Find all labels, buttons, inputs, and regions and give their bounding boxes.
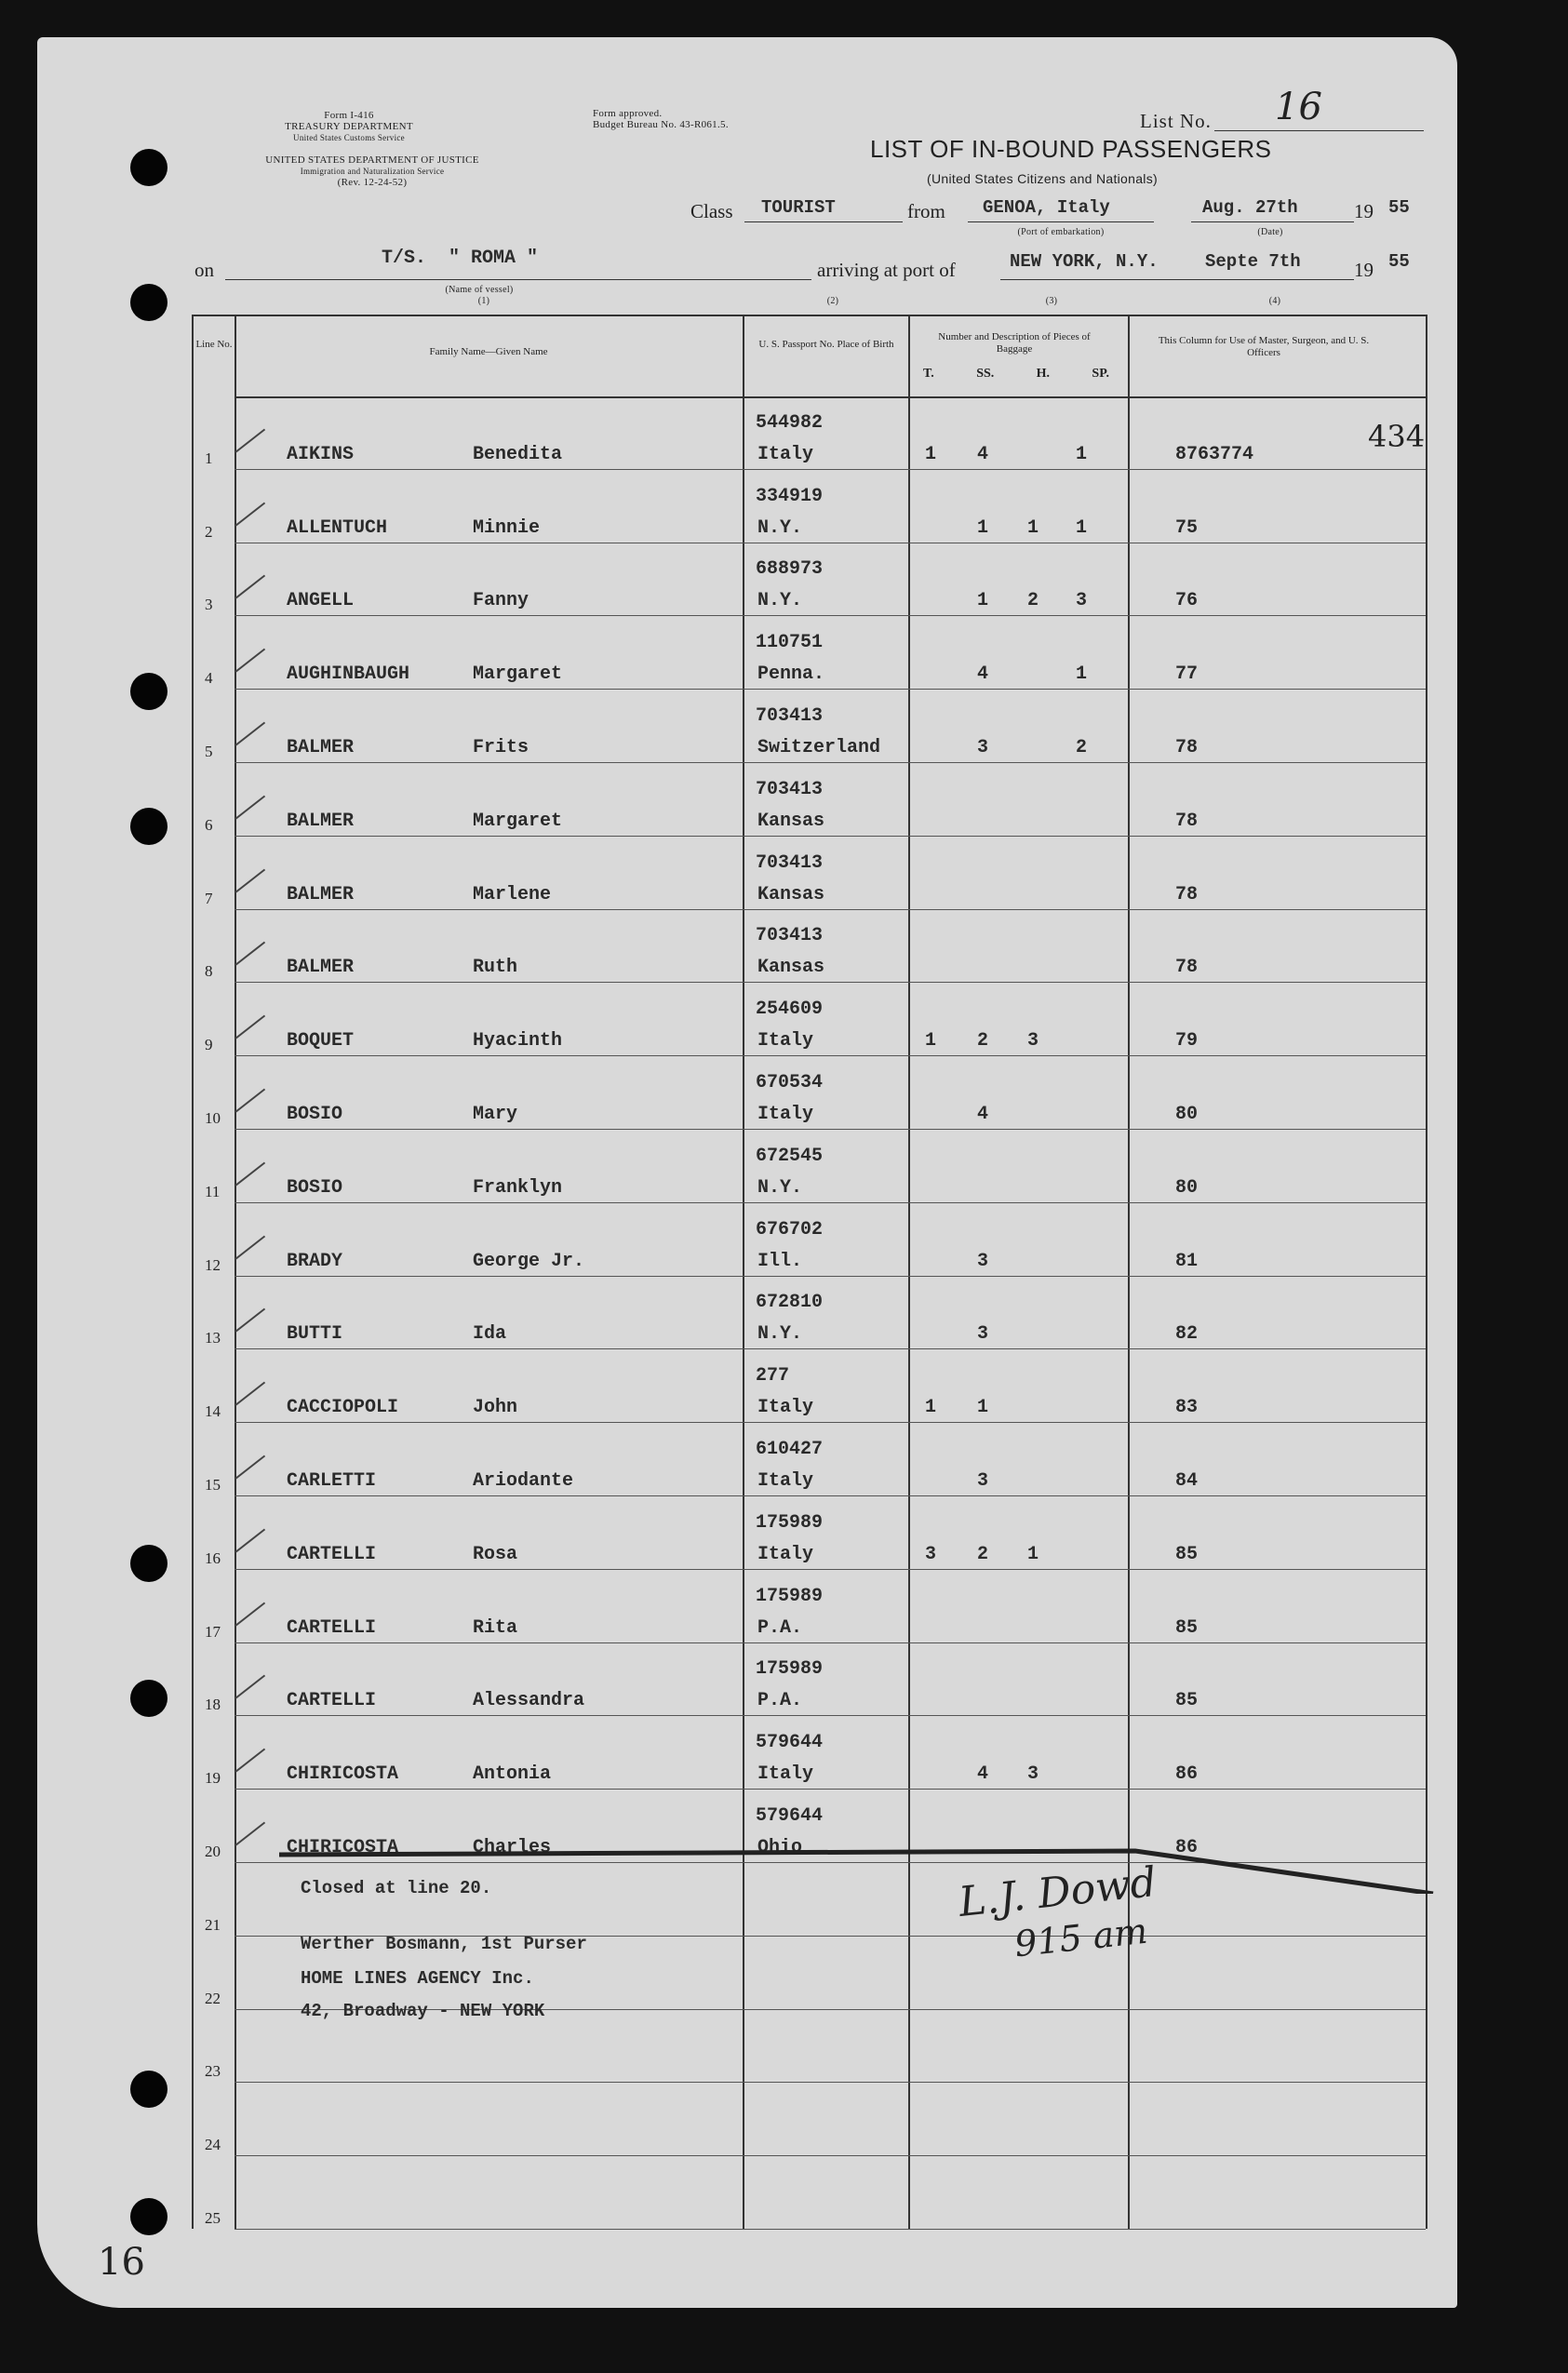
cell-h: 2: [1027, 590, 1039, 612]
closed-note: Closed at line 20.: [301, 1878, 492, 1898]
line-number: 25: [205, 2209, 221, 2227]
cell-h: 1: [1027, 1543, 1039, 1565]
closing-rule: [279, 1838, 1442, 1894]
row-rule: [235, 1422, 1426, 1423]
page-subtitle: (United States Citizens and Nationals): [927, 171, 1158, 186]
passport-number: 703413: [756, 851, 824, 874]
cell-family: AUGHINBAUGH: [287, 664, 410, 686]
col-officers: This Column for Use of Master, Surgeon, and U. S. Officers: [1158, 335, 1370, 358]
row-rule: [235, 469, 1426, 470]
row-rule: [235, 762, 1426, 763]
cell-family: BRADY: [287, 1250, 343, 1272]
cell-birth: N.Y.: [757, 516, 803, 539]
baggage-subheads: T. SS. H. SP.: [923, 367, 1109, 381]
passport-number: 110751: [756, 632, 824, 654]
embarkation-caption: (Port of embarkation): [1017, 227, 1105, 237]
cell-family: BOSIO: [287, 1176, 343, 1199]
cell-ss: 4: [977, 1763, 989, 1786]
cell-officer: 84: [1175, 1470, 1199, 1492]
cell-officer: 76: [1175, 590, 1199, 612]
cell-sp: 2: [1076, 737, 1088, 758]
cell-officer: 85: [1175, 1616, 1199, 1639]
line-number: 4: [205, 669, 213, 688]
passport-number: 175989: [756, 1658, 824, 1681]
col-baggage: Number and Description of Pieces of Baggage: [938, 331, 1091, 355]
cell-birth: N.Y.: [757, 590, 803, 612]
passport-number: 703413: [756, 925, 824, 947]
cell-birth: Italy: [757, 1763, 814, 1786]
passport-number: 277: [756, 1365, 790, 1388]
check-mark: [235, 1749, 265, 1773]
check-mark: [235, 1235, 265, 1259]
cell-officer: 77: [1175, 664, 1199, 686]
line-number: 20: [205, 1843, 221, 1860]
punch-hole: [130, 1545, 168, 1582]
purser-name: Werther Bosmann, 1st Purser: [301, 1934, 587, 1954]
cell-t: 1: [925, 1397, 937, 1419]
punch-hole: [130, 2198, 168, 2235]
row-rule: [235, 909, 1426, 910]
line-number: 17: [205, 1622, 221, 1641]
cell-officer: 78: [1175, 957, 1199, 979]
row-rule: [235, 1276, 1426, 1277]
cell-family: AIKINS: [287, 443, 355, 465]
line-number: 21: [205, 1915, 221, 1934]
check-mark: [235, 1382, 265, 1406]
cell-family: BALMER: [287, 957, 355, 979]
row-rule: [235, 1055, 1426, 1056]
cell-birth: Kansas: [757, 810, 825, 832]
check-mark: [235, 1308, 265, 1333]
year-prefix: 19: [1354, 259, 1374, 281]
cell-birth: Italy: [757, 1543, 814, 1565]
check-mark: [235, 795, 265, 819]
passport-number: 672545: [756, 1145, 824, 1167]
check-mark: [235, 1455, 265, 1480]
row-rule: [235, 982, 1426, 983]
cell-officer: 79: [1175, 1030, 1199, 1052]
cell-ss: 3: [977, 737, 989, 758]
cell-given: Ariodante: [473, 1470, 574, 1492]
cell-birth: Ill.: [757, 1250, 803, 1272]
cell-sp: 1: [1076, 443, 1088, 465]
cell-given: Rita: [473, 1616, 518, 1639]
cell-family: BALMER: [287, 883, 355, 905]
cell-given: Hyacinth: [473, 1030, 563, 1052]
arrival-year: 55: [1388, 251, 1410, 272]
cell-officer: 78: [1175, 883, 1199, 905]
cell-officer: 85: [1175, 1690, 1199, 1712]
line-number: 1: [205, 449, 213, 467]
cell-birth: Italy: [757, 1104, 814, 1125]
cell-family: CARLETTI: [287, 1470, 377, 1492]
cell-officer: 83: [1175, 1397, 1199, 1419]
line-number: 7: [205, 889, 213, 907]
cell-ss: 1: [977, 1397, 989, 1419]
cell-given: Marlene: [473, 883, 552, 905]
passport-number: 676702: [756, 1218, 824, 1240]
on-label: on: [194, 259, 214, 281]
line-number: 3: [205, 596, 213, 614]
cell-given: Alessandra: [473, 1690, 585, 1712]
row-rule: [235, 1348, 1426, 1349]
customs-service: United States Customs Service: [293, 133, 405, 142]
budget-bureau: Budget Bureau No. 43-R061.5.: [593, 119, 729, 130]
row-rule: [235, 2082, 1426, 2083]
cell-sp: 3: [1076, 590, 1088, 612]
cell-officer: 8763774: [1175, 443, 1254, 465]
arriving-label: arriving at port of: [817, 259, 956, 281]
row-rule: [235, 2229, 1426, 2230]
passport-number: 688973: [756, 558, 824, 581]
cell-ss: 3: [977, 1323, 989, 1346]
line-number: 13: [205, 1329, 221, 1347]
cell-family: CARTELLI: [287, 1616, 377, 1639]
check-mark: [235, 1089, 265, 1113]
cell-family: BALMER: [287, 737, 355, 758]
line-number: 19: [205, 1769, 221, 1788]
vessel-name: T/S. " ROMA ": [382, 248, 539, 269]
form-approved: Form approved.: [593, 108, 663, 119]
form-number: Form I-416: [324, 110, 374, 121]
cell-ss: 1: [977, 516, 989, 539]
embarkation-year: 55: [1388, 197, 1410, 218]
cell-officer: 80: [1175, 1176, 1199, 1199]
passport-number: 703413: [756, 778, 824, 800]
cell-given: John: [473, 1397, 518, 1419]
cell-officer: 86: [1175, 1837, 1199, 1858]
passport-number: 703413: [756, 705, 824, 727]
cell-ss: 1: [977, 590, 989, 612]
passport-number: 175989: [756, 1511, 824, 1534]
passport-number: 579644: [756, 1805, 824, 1827]
cell-family: CACCIOPOLI: [287, 1397, 399, 1419]
cell-ss: 4: [977, 664, 989, 686]
check-mark: [235, 722, 265, 746]
passport-number: 670534: [756, 1072, 824, 1093]
cell-sp: 1: [1076, 664, 1088, 686]
check-mark: [235, 649, 265, 673]
cell-family: CHIRICOSTA: [287, 1837, 399, 1858]
officer-signature: L.J. Dowd: [956, 1858, 1159, 1926]
punch-hole: [130, 149, 168, 186]
check-mark: [235, 868, 265, 892]
cell-ss: 2: [977, 1543, 989, 1565]
row-rule: [235, 1569, 1426, 1570]
line-number: 8: [205, 962, 213, 981]
cell-family: BOQUET: [287, 1030, 355, 1052]
check-mark: [235, 1015, 265, 1039]
from-label: from: [907, 200, 945, 222]
cell-given: Benedita: [473, 443, 563, 465]
cell-officer: 85: [1175, 1543, 1199, 1565]
cell-family: BUTTI: [287, 1323, 343, 1346]
line-number: 2: [205, 522, 213, 541]
row-rule: [235, 1495, 1426, 1496]
cell-given: Rosa: [473, 1543, 518, 1565]
class-value: TOURIST: [761, 197, 836, 218]
passport-number: 672810: [756, 1292, 824, 1314]
cell-birth: N.Y.: [757, 1323, 803, 1346]
signature-time: 915 am: [1012, 1910, 1150, 1965]
cell-h: 1: [1027, 516, 1039, 539]
cell-sp: 1: [1076, 516, 1088, 539]
line-number: 22: [205, 1989, 221, 2007]
cell-officer: 78: [1175, 810, 1199, 832]
cell-given: Mary: [473, 1104, 518, 1125]
col-line-no: Line No.: [195, 339, 233, 350]
cell-given: Ida: [473, 1323, 507, 1346]
passport-number: 544982: [756, 411, 824, 434]
cell-given: Frits: [473, 737, 529, 758]
cell-t: 1: [925, 1030, 937, 1052]
cell-birth: Italy: [757, 1030, 814, 1052]
check-mark: [235, 502, 265, 526]
punch-hole: [130, 673, 168, 710]
cell-given: Margaret: [473, 664, 563, 686]
agency-address: 42, Broadway - NEW YORK: [301, 2001, 545, 2021]
punch-hole: [130, 808, 168, 845]
date-caption: (Date): [1257, 227, 1283, 237]
cell-birth: Italy: [757, 1397, 814, 1419]
year-prefix: 19: [1354, 200, 1374, 222]
cell-h: 3: [1027, 1763, 1039, 1786]
cell-ss: 4: [977, 443, 989, 465]
row-rule: [235, 2155, 1426, 2156]
punch-hole: [130, 284, 168, 321]
cell-birth: P.A.: [757, 1616, 803, 1639]
punch-hole: [130, 1680, 168, 1717]
passport-number: 579644: [756, 1732, 824, 1754]
col-name: Family Name—Given Name: [429, 346, 548, 357]
passport-number: 334919: [756, 485, 824, 507]
passport-number: 175989: [756, 1585, 824, 1607]
cell-officer: 86: [1175, 1763, 1199, 1786]
col-passport: U. S. Passport No. Place of Birth: [758, 339, 894, 350]
cell-t: 1: [925, 443, 937, 465]
embarkation-date: Aug. 27th: [1202, 197, 1298, 218]
cell-given: Fanny: [473, 590, 529, 612]
cell-given: Charles: [473, 1837, 552, 1858]
cell-given: Minnie: [473, 516, 541, 539]
cell-h: 3: [1027, 1030, 1039, 1052]
cell-family: ALLENTUCH: [287, 516, 388, 539]
cell-given: Ruth: [473, 957, 518, 979]
cell-ss: 3: [977, 1470, 989, 1492]
cell-family: CARTELLI: [287, 1543, 377, 1565]
vessel-caption: (Name of vessel): [445, 285, 514, 295]
check-mark: [235, 1602, 265, 1626]
cell-birth: P.A.: [757, 1690, 803, 1712]
check-mark: [235, 428, 265, 452]
line-number: 16: [205, 1548, 221, 1567]
row-rule: [235, 1202, 1426, 1203]
cell-birth: Italy: [757, 1470, 814, 1492]
cell-officer: 78: [1175, 737, 1199, 758]
line-number: 11: [205, 1182, 221, 1200]
cell-family: ANGELL: [287, 590, 355, 612]
arrival-port: NEW YORK, N.Y.: [1010, 251, 1159, 272]
line-number: 18: [205, 1696, 221, 1714]
agency-name: HOME LINES AGENCY Inc.: [301, 1968, 534, 1989]
immigration-service: Immigration and Naturalization Service: [300, 167, 445, 176]
passport-number: 254609: [756, 999, 824, 1021]
row-rule: [235, 615, 1426, 616]
row-rule: [235, 1129, 1426, 1130]
line-number: 10: [205, 1109, 221, 1127]
cell-birth: Penna.: [757, 664, 825, 686]
cell-birth: Italy: [757, 443, 814, 465]
line-number: 23: [205, 2062, 221, 2081]
line-number: 14: [205, 1402, 221, 1421]
check-mark: [235, 1161, 265, 1186]
page-title: LIST OF IN-BOUND PASSENGERS: [870, 135, 1272, 163]
cell-ss: 3: [977, 1250, 989, 1272]
line-number: 15: [205, 1476, 221, 1494]
line-number: 5: [205, 743, 213, 760]
check-mark: [235, 1528, 265, 1552]
cell-officer: 82: [1175, 1323, 1199, 1346]
cell-given: Franklyn: [473, 1176, 563, 1199]
embarkation-port: GENOA, Italy: [983, 197, 1110, 218]
cell-family: BOSIO: [287, 1104, 343, 1125]
check-mark: [235, 942, 265, 966]
cell-birth: Kansas: [757, 883, 825, 905]
line-number: 24: [205, 2136, 221, 2154]
check-mark: [235, 1675, 265, 1699]
cell-given: Antonia: [473, 1763, 552, 1786]
revision-date: (Rev. 12-24-52): [337, 177, 408, 188]
line-number: 6: [205, 815, 213, 834]
row-rule: [235, 1642, 1426, 1643]
row-rule: [235, 1715, 1426, 1716]
line-number: 12: [205, 1255, 221, 1274]
justice-department: UNITED STATES DEPARTMENT OF JUSTICE: [265, 154, 479, 166]
treasury-department: TREASURY DEPARTMENT: [285, 121, 413, 132]
cell-t: 3: [925, 1543, 937, 1565]
cell-birth: Kansas: [757, 957, 825, 979]
cell-officer: 80: [1175, 1104, 1199, 1125]
check-mark: [235, 1822, 265, 1846]
cell-ss: 4: [977, 1104, 989, 1125]
cell-given: Margaret: [473, 810, 563, 832]
row-rule: [235, 689, 1426, 690]
punch-hole: [130, 2071, 168, 2108]
cell-officer: 75: [1175, 516, 1199, 539]
line-number: 9: [205, 1036, 213, 1054]
cell-birth: N.Y.: [757, 1176, 803, 1199]
check-mark: [235, 575, 265, 599]
row-rule: [235, 836, 1426, 837]
passport-number: 610427: [756, 1439, 824, 1460]
cell-officer: 81: [1175, 1250, 1199, 1272]
cell-family: BALMER: [287, 810, 355, 832]
list-no-label: List No.: [1140, 110, 1212, 132]
arrival-date: Septe 7th: [1205, 251, 1301, 272]
cell-family: CARTELLI: [287, 1690, 377, 1712]
cell-birth: Ohio: [757, 1837, 803, 1858]
cell-ss: 2: [977, 1030, 989, 1052]
margin-count: 434: [1368, 419, 1426, 454]
cell-birth: Switzerland: [757, 737, 881, 758]
row-rule: [235, 1789, 1426, 1790]
class-label: Class: [690, 200, 733, 222]
list-no-handwritten: 16: [1275, 86, 1322, 128]
cell-given: George Jr.: [473, 1250, 585, 1272]
bottom-page-number: 16: [98, 2241, 145, 2284]
cell-family: CHIRICOSTA: [287, 1763, 399, 1786]
